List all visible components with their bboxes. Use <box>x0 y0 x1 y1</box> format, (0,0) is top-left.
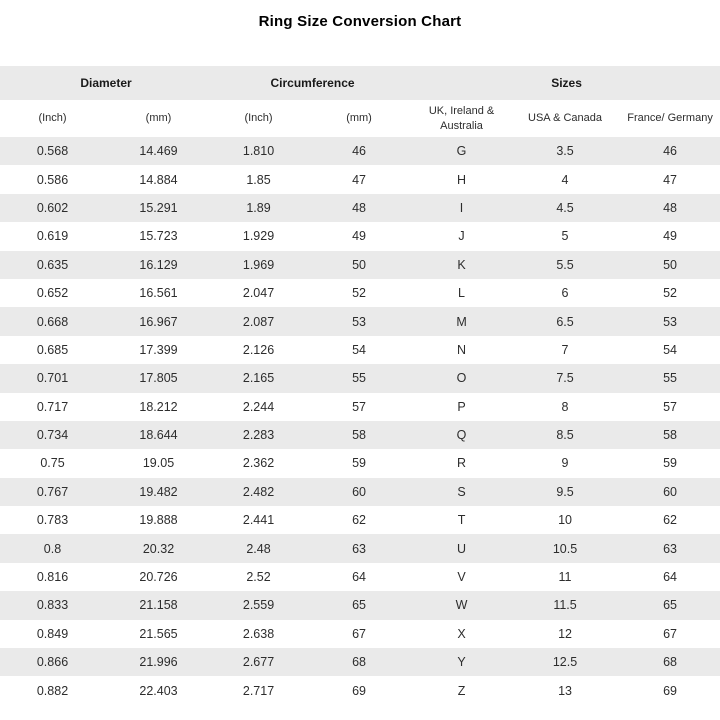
data-cell: 5 <box>561 229 569 244</box>
column-header: UK, Ireland & Australia <box>413 100 510 137</box>
data-cell: 2.677 <box>242 655 275 670</box>
data-cell: 0.8 <box>43 541 62 556</box>
data-cell: 1.810 <box>242 144 275 159</box>
data-cell: 17.399 <box>139 342 178 357</box>
data-cell: 62 <box>352 513 366 528</box>
data-cell: 8 <box>561 399 569 414</box>
data-cell: 6.5 <box>556 314 574 329</box>
table-row <box>0 393 720 421</box>
column-header: USA & Canada <box>510 100 620 137</box>
data-cell: 1.85 <box>246 172 271 187</box>
table-row <box>0 478 720 506</box>
data-cell: 1.89 <box>246 200 271 215</box>
data-cell: 2.48 <box>246 541 271 556</box>
data-cell: 47 <box>352 172 366 187</box>
table-row <box>0 421 720 449</box>
data-cell: 68 <box>663 655 677 670</box>
group-header-diameter: Diameter <box>0 66 212 100</box>
data-cell: 67 <box>663 626 677 641</box>
table-row <box>0 279 720 307</box>
data-cell: T <box>457 513 466 528</box>
data-cell: 17.805 <box>139 371 178 386</box>
data-cell: 0.701 <box>36 371 69 386</box>
data-cell: 0.767 <box>36 484 69 499</box>
data-cell: 0.685 <box>36 342 69 357</box>
data-cell: 0.668 <box>36 314 69 329</box>
data-cell: 62 <box>663 513 677 528</box>
group-header-row <box>0 66 720 100</box>
data-cell: 21.996 <box>139 655 178 670</box>
data-cell: 2.717 <box>242 683 275 698</box>
column-header-row <box>0 100 720 137</box>
data-cell: 6 <box>561 286 569 301</box>
data-cell: X <box>457 626 466 641</box>
table-row <box>0 648 720 676</box>
data-cell: G <box>456 144 467 159</box>
ring-size-conversion-table <box>0 66 720 705</box>
table-row <box>0 222 720 250</box>
data-cell: 4.5 <box>556 200 574 215</box>
column-header: (Inch) <box>212 100 305 137</box>
data-cell: S <box>457 484 466 499</box>
data-cell: 2.441 <box>242 513 275 528</box>
data-cell: 2.482 <box>242 484 275 499</box>
data-cell: 10 <box>558 513 572 528</box>
data-cell: 50 <box>352 257 366 272</box>
data-cell: 16.967 <box>139 314 178 329</box>
data-cell: 55 <box>352 371 366 386</box>
data-cell: 7 <box>561 342 569 357</box>
data-cell: 69 <box>352 683 366 698</box>
data-cell: 0.816 <box>36 570 69 585</box>
group-header-sizes: Sizes <box>413 66 720 100</box>
data-cell: 46 <box>663 144 677 159</box>
data-cell: R <box>457 456 467 471</box>
data-cell: 69 <box>663 683 677 698</box>
data-cell: 58 <box>352 428 366 443</box>
data-cell: 13 <box>558 683 572 698</box>
data-cell: 2.126 <box>242 342 275 357</box>
data-cell: 8.5 <box>556 428 574 443</box>
data-cell: 16.129 <box>139 257 178 272</box>
data-cell: 47 <box>663 172 677 187</box>
table-row <box>0 307 720 335</box>
data-cell: 0.717 <box>36 399 69 414</box>
data-cell: 50 <box>663 257 677 272</box>
data-cell: 20.726 <box>139 570 178 585</box>
data-cell: 63 <box>663 541 677 556</box>
data-cell: 12.5 <box>552 655 578 670</box>
data-cell: 0.849 <box>36 626 69 641</box>
table-row <box>0 194 720 222</box>
data-cell: 19.05 <box>142 456 175 471</box>
data-cell: 22.403 <box>139 683 178 698</box>
data-cell: 2.165 <box>242 371 275 386</box>
data-cell: U <box>457 541 467 556</box>
data-cell: 64 <box>352 570 366 585</box>
data-cell: 2.362 <box>242 456 275 471</box>
data-cell: 57 <box>663 399 677 414</box>
table-row <box>0 165 720 193</box>
data-cell: 49 <box>663 229 677 244</box>
table-row <box>0 449 720 477</box>
data-cell: 59 <box>352 456 366 471</box>
data-cell: O <box>456 371 467 386</box>
column-header: (Inch) <box>0 100 105 137</box>
data-cell: V <box>457 570 466 585</box>
data-cell: 48 <box>663 200 677 215</box>
data-cell: J <box>458 229 465 244</box>
data-cell: Z <box>457 683 466 698</box>
data-cell: I <box>459 200 464 215</box>
data-cell: 2.638 <box>242 626 275 641</box>
data-cell: 0.882 <box>36 683 69 698</box>
data-cell: 0.783 <box>36 513 69 528</box>
group-header-circumference: Circumference <box>212 66 413 100</box>
data-cell: 1.969 <box>242 257 275 272</box>
data-cell: 12 <box>558 626 572 641</box>
page-title: Ring Size Conversion Chart <box>258 13 462 30</box>
data-cell: N <box>457 342 467 357</box>
table-row <box>0 591 720 619</box>
data-cell: 0.568 <box>36 144 69 159</box>
data-cell: 46 <box>352 144 366 159</box>
data-cell: 54 <box>352 342 366 357</box>
data-cell: 14.884 <box>139 172 178 187</box>
data-cell: W <box>455 598 468 613</box>
data-cell: 64 <box>663 570 677 585</box>
data-cell: 2.047 <box>242 286 275 301</box>
data-cell: 21.158 <box>139 598 178 613</box>
data-cell: 55 <box>663 371 677 386</box>
data-cell: 1.929 <box>242 229 275 244</box>
data-cell: 60 <box>352 484 366 499</box>
data-cell: 19.888 <box>139 513 178 528</box>
table-row <box>0 336 720 364</box>
data-cell: 11 <box>558 570 572 585</box>
data-cell: 0.734 <box>36 428 69 443</box>
data-cell: Y <box>457 655 466 670</box>
table-row <box>0 251 720 279</box>
data-cell: 0.75 <box>40 456 65 471</box>
data-cell: 58 <box>663 428 677 443</box>
data-cell: 2.52 <box>246 570 271 585</box>
data-cell: Q <box>456 428 467 443</box>
data-cell: 16.561 <box>139 286 178 301</box>
table-row <box>0 137 720 165</box>
data-cell: 0.586 <box>36 172 69 187</box>
data-cell: 0.635 <box>36 257 69 272</box>
table-row <box>0 620 720 648</box>
data-cell: K <box>457 257 466 272</box>
data-cell: L <box>458 286 465 301</box>
data-cell: 19.482 <box>139 484 178 499</box>
data-cell: 0.833 <box>36 598 69 613</box>
data-cell: 18.644 <box>139 428 178 443</box>
data-cell: 5.5 <box>556 257 574 272</box>
column-header: France/ Germany <box>620 100 720 137</box>
data-cell: 0.619 <box>36 229 69 244</box>
data-cell: 0.602 <box>36 200 69 215</box>
data-cell: 68 <box>352 655 366 670</box>
data-cell: 54 <box>663 342 677 357</box>
data-cell: 9.5 <box>556 484 574 499</box>
data-cell: P <box>457 399 466 414</box>
data-cell: M <box>456 314 467 329</box>
data-cell: 53 <box>663 314 677 329</box>
data-cell: 53 <box>352 314 366 329</box>
table-body <box>0 137 720 705</box>
data-cell: 52 <box>352 286 366 301</box>
data-cell: 7.5 <box>556 371 574 386</box>
data-cell: 2.559 <box>242 598 275 613</box>
data-cell: 0.652 <box>36 286 69 301</box>
data-cell: 0.866 <box>36 655 69 670</box>
data-cell: 15.291 <box>139 200 178 215</box>
table-row <box>0 676 720 704</box>
table-row <box>0 364 720 392</box>
table-row <box>0 506 720 534</box>
data-cell: 59 <box>663 456 677 471</box>
data-cell: 48 <box>352 200 366 215</box>
data-cell: 63 <box>352 541 366 556</box>
data-cell: 67 <box>352 626 366 641</box>
data-cell: 49 <box>352 229 366 244</box>
data-cell: 9 <box>561 456 569 471</box>
data-cell: 3.5 <box>556 144 574 159</box>
data-cell: 65 <box>352 598 366 613</box>
data-cell: 15.723 <box>139 229 178 244</box>
data-cell: 57 <box>352 399 366 414</box>
data-cell: 65 <box>663 598 677 613</box>
column-header: (mm) <box>305 100 413 137</box>
data-cell: 14.469 <box>139 144 178 159</box>
data-cell: 4 <box>561 172 569 187</box>
column-header: (mm) <box>105 100 212 137</box>
data-cell: 2.283 <box>242 428 275 443</box>
data-cell: 11.5 <box>553 598 577 613</box>
data-cell: 2.244 <box>242 399 275 414</box>
data-cell: 10.5 <box>552 541 578 556</box>
data-cell: 60 <box>663 484 677 499</box>
data-cell: 18.212 <box>139 399 178 414</box>
data-cell: 20.32 <box>142 541 175 556</box>
table-row <box>0 563 720 591</box>
data-cell: 52 <box>663 286 677 301</box>
data-cell: 21.565 <box>139 626 178 641</box>
data-cell: 2.087 <box>242 314 275 329</box>
table-row <box>0 534 720 562</box>
table-header <box>0 66 720 137</box>
data-cell: H <box>457 172 467 187</box>
